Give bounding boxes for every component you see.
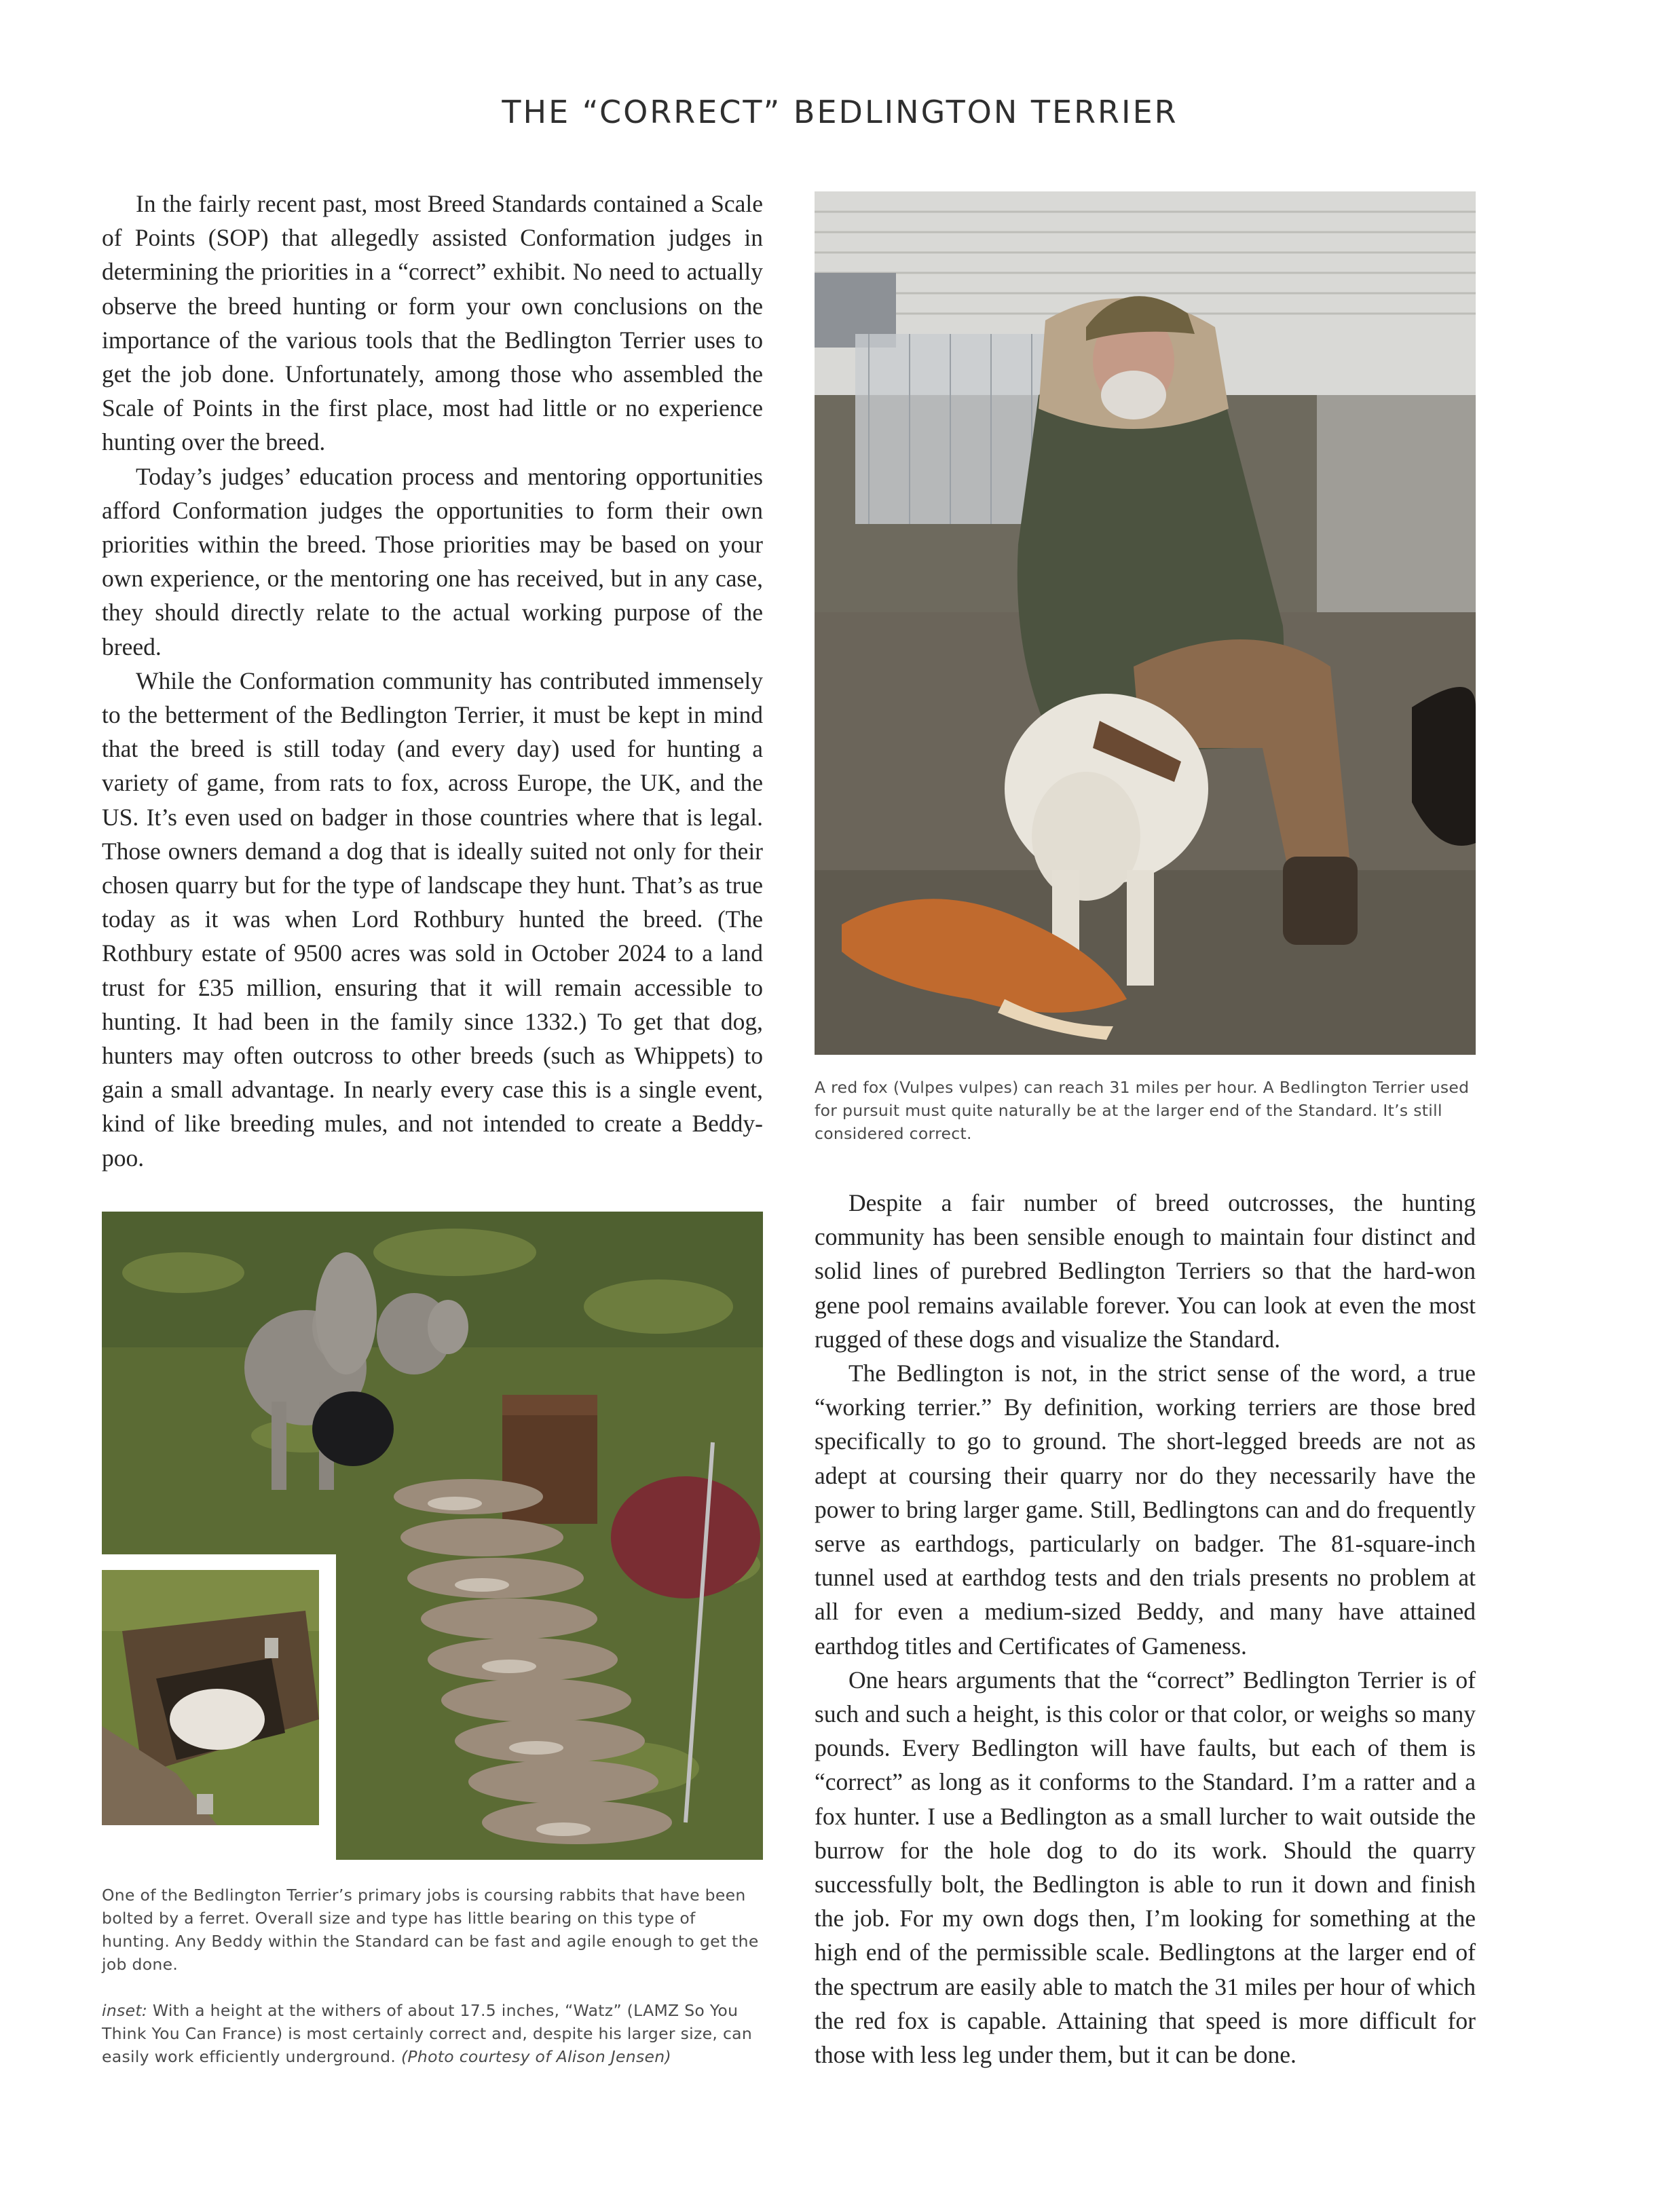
paragraph: Today’s judges’ education process and mentoring opportunities afford Conformation judges the opportunities to form their own priorities within the breed. Those priorities may be based on your own experience, or the mentoring one has received, but in any case, they should directly relate to the actual working purpose of the breed. <box>102 462 763 660</box>
paragraph: Despite a fair number of breed outcrosses, the hunting community has been sensible enough to maintain four distinct and solid lines of purebred Bedlington Terriers so that the hard-won gene pool remains available forever. You can look at even the most rugged of these dogs and visualize the Standard. <box>815 1189 1476 1353</box>
inset-label: inset: <box>102 2001 148 2020</box>
hunter-with-bedlington-photo <box>815 191 1476 1055</box>
article-column-left <box>102 187 763 1175</box>
inset-caption-text: With a height at the withers of about 17.5 inches, “Watz” (LAMZ So You Think You Can France) is most certainly correct and, despite his larger size, can easily work efficiently underground. <box>102 2001 753 2066</box>
photo-credit: (Photo courtesy of Alison Jensen) <box>400 2047 671 2066</box>
photo-caption-inset <box>102 1999 763 2068</box>
article-column-right <box>815 1186 1476 2072</box>
paragraph: The Bedlington is not, in the strict sense of the word, a true “working terrier.” By definition, working terriers are those bred specifically to go to ground. The short-legged breeds are not as adept at coursing their quarry nor do they necessarily have the power to bring larger game. Still, Bedlingtons can and do frequently serve as earthdogs, particularly on badger. The 81-square-inch tunnel used at earthdog tests and den trials presents no problem at all for even a medium-sized Beddy, and many have attained earthdog titles and Certificates of Gameness. <box>815 1360 1476 1660</box>
page-title: THE “CORRECT” BEDLINGTON TERRIER <box>502 94 1178 130</box>
inset-dog-in-box-photo <box>102 1570 319 1825</box>
paragraph: One hears arguments that the “correct” Bedlington Terrier is of such and such a height, is this color or that color, or weighs so many pounds. Every Bedlington will have faults, but each of them is “correct” as long as it conforms to the Standard. I’m a ratter and a fox hunter. I use a Bedlington as a small lurcher to wait outside the burrow for the hole dog to do its work. Should the quarry successfully bolt, the Bedlington is able to run it down and finish the job. For my own dogs then, I’m looking for something at the high end of the permissible scale. Bedlingtons at the larger end of the spectrum are easily able to match the 31 miles per hour of which the red fox is capable. Attaining that speed is more difficult for those with less leg under them, but it can be done. <box>815 1666 1476 2069</box>
paragraph: While the Conformation community has contributed immensely to the betterment of the Bedlington Terrier, it must be kept in mind that the breed is still today (and every day) used for hunting a variety of game, from rats to fox, across Europe, the UK, and the US. It’s even used on badger in those countries where that is legal. Those owners demand a dog that is ideally suited not only for their chosen quarry but for the type of landscape they hunt. That’s as true today as it was when Lord Rothbury hunted the breed. (The Rothbury estate of 9500 acres was sold in October 2024 to a land trust for £35 million, ensuring that it will remain accessible to hunting. It had been in the family since 1332.) To get that dog, hunters may often outcross to other breeds (such as Whippets) to gain a small advantage. In nearly every case this is a single event, kind of like breeding mules, and not intended to create a Beddy-poo. <box>102 667 763 1172</box>
photo-caption-fox: A red fox (Vulpes vulpes) can reach 31 miles per hour. A Bedlington Terrier used for pursuit must quite naturally be at the larger end of the Standard. It’s still considered correct. <box>815 1078 1470 1143</box>
photo-caption-rabbits: One of the Bedlington Terrier’s primary jobs is coursing rabbits that have been bolted by a ferret. Overall size and type has little bearing on this type of hunting. Any Beddy within the Standard can be fast and agile enough to get the job done. <box>102 1886 759 1974</box>
paragraph: In the fairly recent past, most Breed Standards contained a Scale of Points (SOP) that allegedly assisted Conformation judges in determining the priorities in a “correct” exhibit. No need to actually observe the breed hunting or form your own conclusions on the importance of the various tools that the Bedlington Terrier uses to get the job done. Unfortunately, among those who assembled the Scale of Points in the first place, most had little or no experience hunting over the breed. <box>102 190 763 456</box>
